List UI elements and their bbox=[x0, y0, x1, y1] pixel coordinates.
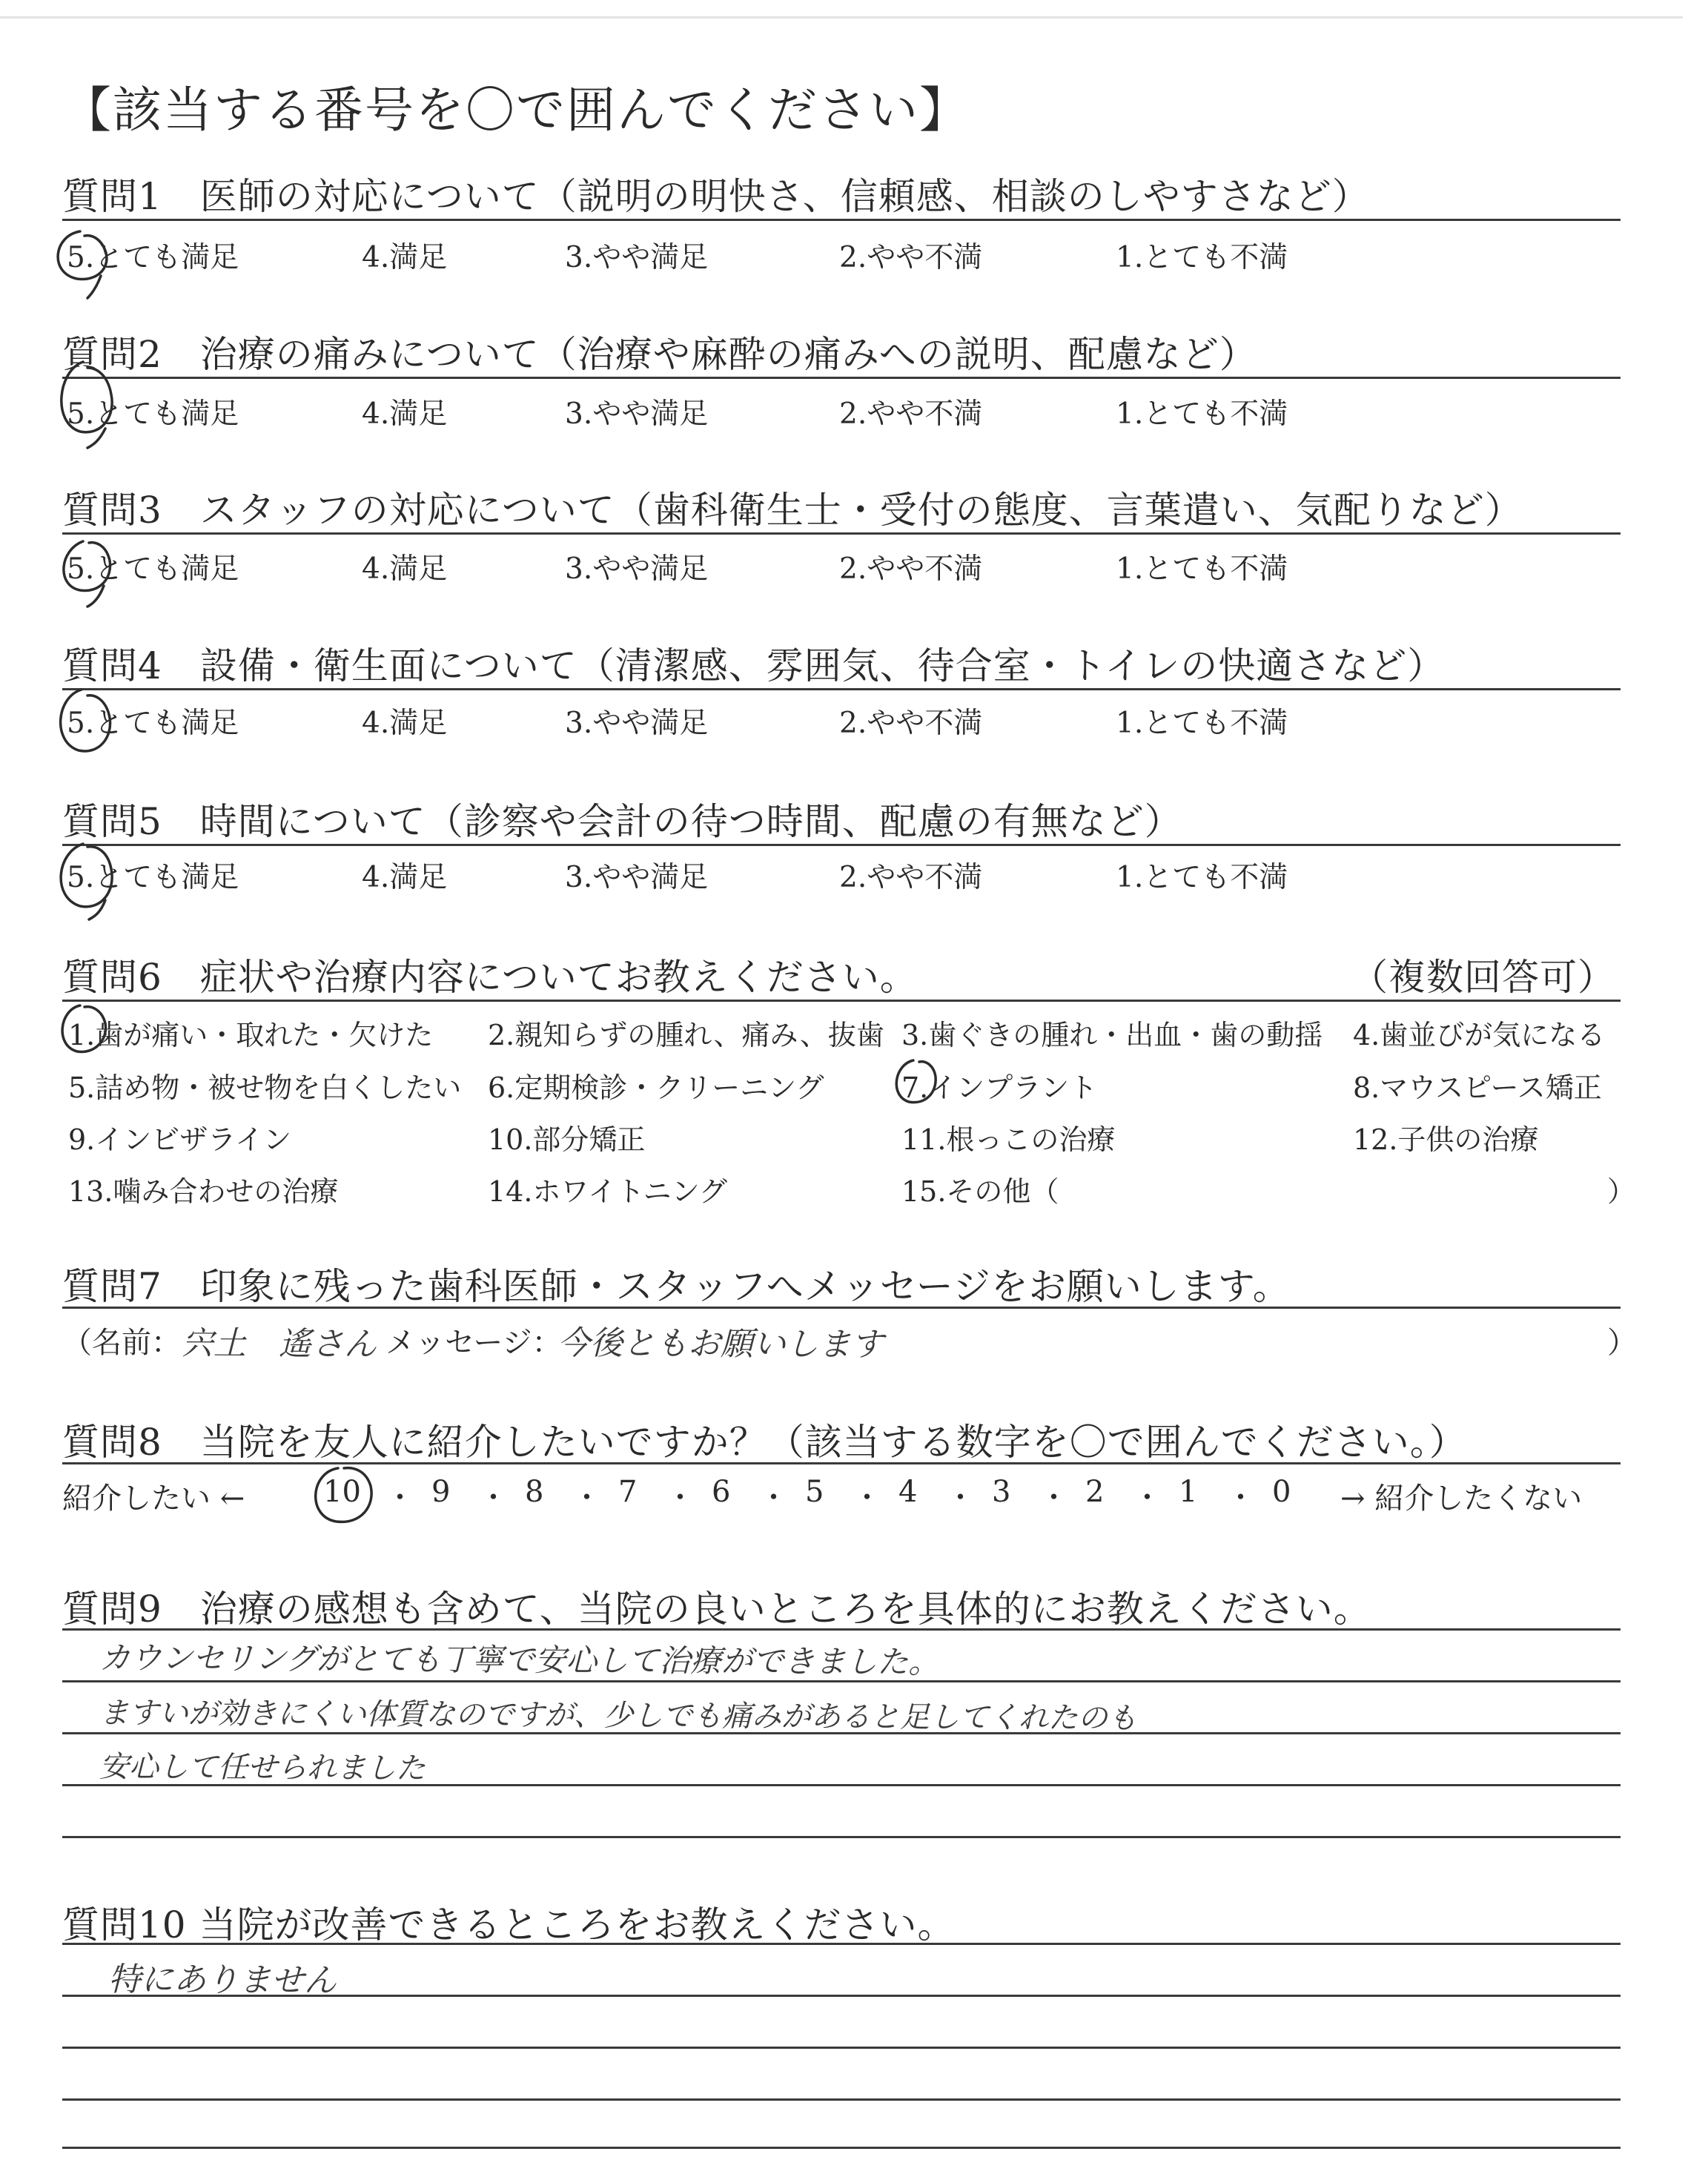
q8-left-label: 紹介したい ← bbox=[62, 1482, 245, 1516]
q6-item-11[interactable]: 11.根っこの治療 bbox=[901, 1123, 1116, 1156]
question-8-title: 質問8 当院を友人に紹介したいですか？（該当する数字を〇で囲んでください。） bbox=[62, 1421, 1467, 1464]
q4-option-2[interactable]: 2.やや不満 bbox=[839, 707, 983, 740]
q1-option-4[interactable]: 4.満足 bbox=[362, 241, 448, 274]
q3-option-5[interactable]: 5.とても満足 bbox=[67, 552, 239, 586]
q2-circle-mark bbox=[62, 362, 112, 448]
q8-dot: ・ bbox=[1039, 1482, 1069, 1515]
q6-item-15[interactable]: 15.その他（ bbox=[901, 1175, 1059, 1208]
q8-scale-5[interactable]: 5 bbox=[805, 1475, 824, 1509]
q8-scale-6[interactable]: 6 bbox=[712, 1475, 731, 1509]
q4-option-4[interactable]: 4.満足 bbox=[362, 707, 448, 740]
question-6-note: （複数回答可） bbox=[1351, 956, 1615, 999]
page-heading: 【該当する番号を〇で囲んでください】 bbox=[62, 82, 970, 139]
q8-right-label: → 紹介したくない bbox=[1340, 1482, 1583, 1516]
question-9-title: 質問9 治療の感想も含めて、当院の良いところを具体的にお教えください。 bbox=[62, 1588, 1371, 1631]
q7-message-value[interactable]: 今後ともお願いします bbox=[557, 1324, 884, 1364]
q6-item-12[interactable]: 12.子供の治療 bbox=[1353, 1123, 1539, 1156]
q8-scale-9[interactable]: 9 bbox=[431, 1475, 451, 1509]
q6-item-1-circle-mark bbox=[62, 1005, 105, 1052]
question-10-title: 質問10 当院が改善できるところをお教えください。 bbox=[62, 1903, 956, 1946]
q1-option-1[interactable]: 1.とても不満 bbox=[1116, 241, 1288, 274]
q9-answer-line-2[interactable]: ますいが効きにくい体質なのですが、少しでも痛みがあると足してくれたのも bbox=[99, 1696, 1138, 1736]
q6-item-8[interactable]: 8.マウスピース矯正 bbox=[1353, 1071, 1602, 1104]
q2-option-5[interactable]: 5.とても満足 bbox=[67, 397, 239, 431]
q1-circle-mark bbox=[58, 231, 107, 298]
q8-dot: ・ bbox=[572, 1482, 602, 1515]
q8-scale-4[interactable]: 4 bbox=[898, 1475, 918, 1509]
q9-answer-line-1[interactable]: カウンセリングがとても丁寧で安心して治療ができました。 bbox=[99, 1639, 940, 1680]
q8-scale-2[interactable]: 2 bbox=[1085, 1475, 1105, 1509]
q3-circle-mark bbox=[64, 541, 110, 607]
q3-option-1[interactable]: 1.とても不満 bbox=[1116, 552, 1288, 586]
q8-scale-0[interactable]: 0 bbox=[1272, 1475, 1291, 1509]
q5-option-3[interactable]: 3.やや満足 bbox=[565, 861, 709, 894]
q5-option-1[interactable]: 1.とても不満 bbox=[1116, 861, 1288, 894]
q6-item-7[interactable]: 7.インプラント bbox=[901, 1071, 1098, 1104]
q1-option-3[interactable]: 3.やや満足 bbox=[565, 241, 709, 274]
q2-option-3[interactable]: 3.やや満足 bbox=[565, 397, 709, 431]
question-4-title: 質問4 設備・衛生面について（清潔感、雰囲気、待合室・トイレの快適さなど） bbox=[62, 644, 1446, 687]
q1-option-5[interactable]: 5.とても満足 bbox=[67, 241, 239, 274]
q8-scale-7[interactable]: 7 bbox=[618, 1475, 638, 1509]
q6-item-5[interactable]: 5.詰め物・被せ物を白くしたい bbox=[68, 1071, 462, 1104]
q6-item-15-close: ） bbox=[1607, 1175, 1636, 1208]
q5-circle-mark bbox=[61, 844, 112, 919]
q6-item-2[interactable]: 2.親知らずの腫れ、痛み、抜歯 bbox=[488, 1019, 884, 1051]
q8-dot: ・ bbox=[666, 1482, 695, 1515]
q4-option-3[interactable]: 3.やや満足 bbox=[565, 707, 709, 740]
q6-item-7-circle-mark bbox=[896, 1060, 936, 1103]
question-5-title: 質問5 時間について（診察や会計の待つ時間、配慮の有無など） bbox=[62, 800, 1182, 843]
q8-scale-3[interactable]: 3 bbox=[992, 1475, 1011, 1509]
q3-option-4[interactable]: 4.満足 bbox=[362, 552, 448, 586]
question-1-title: 質問1 医師の対応について（説明の明快さ、信頼感、相談のしやすさなど） bbox=[62, 175, 1370, 218]
question-3-title: 質問3 スタッフの対応について（歯科衛生士・受付の態度、言葉遣い、気配りなど） bbox=[62, 489, 1523, 532]
q7-close-paren: ） bbox=[1607, 1326, 1637, 1360]
q2-option-2[interactable]: 2.やや不満 bbox=[839, 397, 983, 431]
q8-dot: ・ bbox=[853, 1482, 882, 1515]
q10-answer-line-1[interactable]: 特にありません bbox=[107, 1961, 337, 2000]
q8-scale-8[interactable]: 8 bbox=[525, 1475, 544, 1509]
q4-option-1[interactable]: 1.とても不満 bbox=[1116, 707, 1288, 740]
q8-dot: ・ bbox=[385, 1482, 415, 1515]
q2-option-4[interactable]: 4.満足 bbox=[362, 397, 448, 431]
q2-option-1[interactable]: 1.とても不満 bbox=[1116, 397, 1288, 431]
q6-item-13[interactable]: 13.噛み合わせの治療 bbox=[68, 1175, 339, 1208]
q8-scale-10-circle-mark bbox=[316, 1468, 371, 1522]
q6-item-10[interactable]: 10.部分矯正 bbox=[488, 1123, 646, 1156]
q5-option-5[interactable]: 5.とても満足 bbox=[67, 861, 239, 894]
q8-scale-1[interactable]: 1 bbox=[1179, 1475, 1198, 1509]
q7-name-value[interactable]: 宍土 遙さん bbox=[180, 1324, 377, 1364]
q6-item-9[interactable]: 9.インビザライン bbox=[68, 1123, 292, 1156]
q7-message-label: メッセージ： bbox=[385, 1326, 562, 1360]
q9-answer-line-3[interactable]: 安心して任せられました bbox=[99, 1749, 426, 1786]
q6-item-14[interactable]: 14.ホワイトニング bbox=[488, 1175, 728, 1208]
q4-circle-mark bbox=[61, 690, 110, 751]
q8-dot: ・ bbox=[759, 1482, 789, 1515]
question-6-title: 質問6 症状や治療内容についてお教えください。 bbox=[62, 956, 918, 999]
q6-item-4[interactable]: 4.歯並びが気になる bbox=[1353, 1019, 1606, 1051]
q7-name-label: （名前： bbox=[62, 1326, 181, 1360]
q6-item-1[interactable]: 1.歯が痛い・取れた・欠けた bbox=[68, 1019, 434, 1051]
q1-option-2[interactable]: 2.やや不満 bbox=[839, 241, 983, 274]
question-7-title: 質問7 印象に残った歯科医師・スタッフへメッセージをお願いします。 bbox=[62, 1265, 1291, 1308]
q3-option-3[interactable]: 3.やや満足 bbox=[565, 552, 709, 586]
q8-dot: ・ bbox=[479, 1482, 509, 1515]
q8-scale-10[interactable]: 10 bbox=[323, 1475, 361, 1509]
q5-option-4[interactable]: 4.満足 bbox=[362, 861, 448, 894]
q5-option-2[interactable]: 2.やや不満 bbox=[839, 861, 983, 894]
q8-dot: ・ bbox=[946, 1482, 976, 1515]
question-2-title: 質問2 治療の痛みについて（治療や麻酔の痛みへの説明、配慮など） bbox=[62, 333, 1257, 376]
q4-option-5[interactable]: 5.とても満足 bbox=[67, 707, 239, 740]
q3-option-2[interactable]: 2.やや不満 bbox=[839, 552, 983, 586]
q8-dot: ・ bbox=[1226, 1482, 1256, 1515]
q6-item-6[interactable]: 6.定期検診・クリーニング bbox=[488, 1071, 824, 1104]
q6-item-3[interactable]: 3.歯ぐきの腫れ・出血・歯の動揺 bbox=[901, 1019, 1323, 1051]
q8-dot: ・ bbox=[1133, 1482, 1162, 1515]
